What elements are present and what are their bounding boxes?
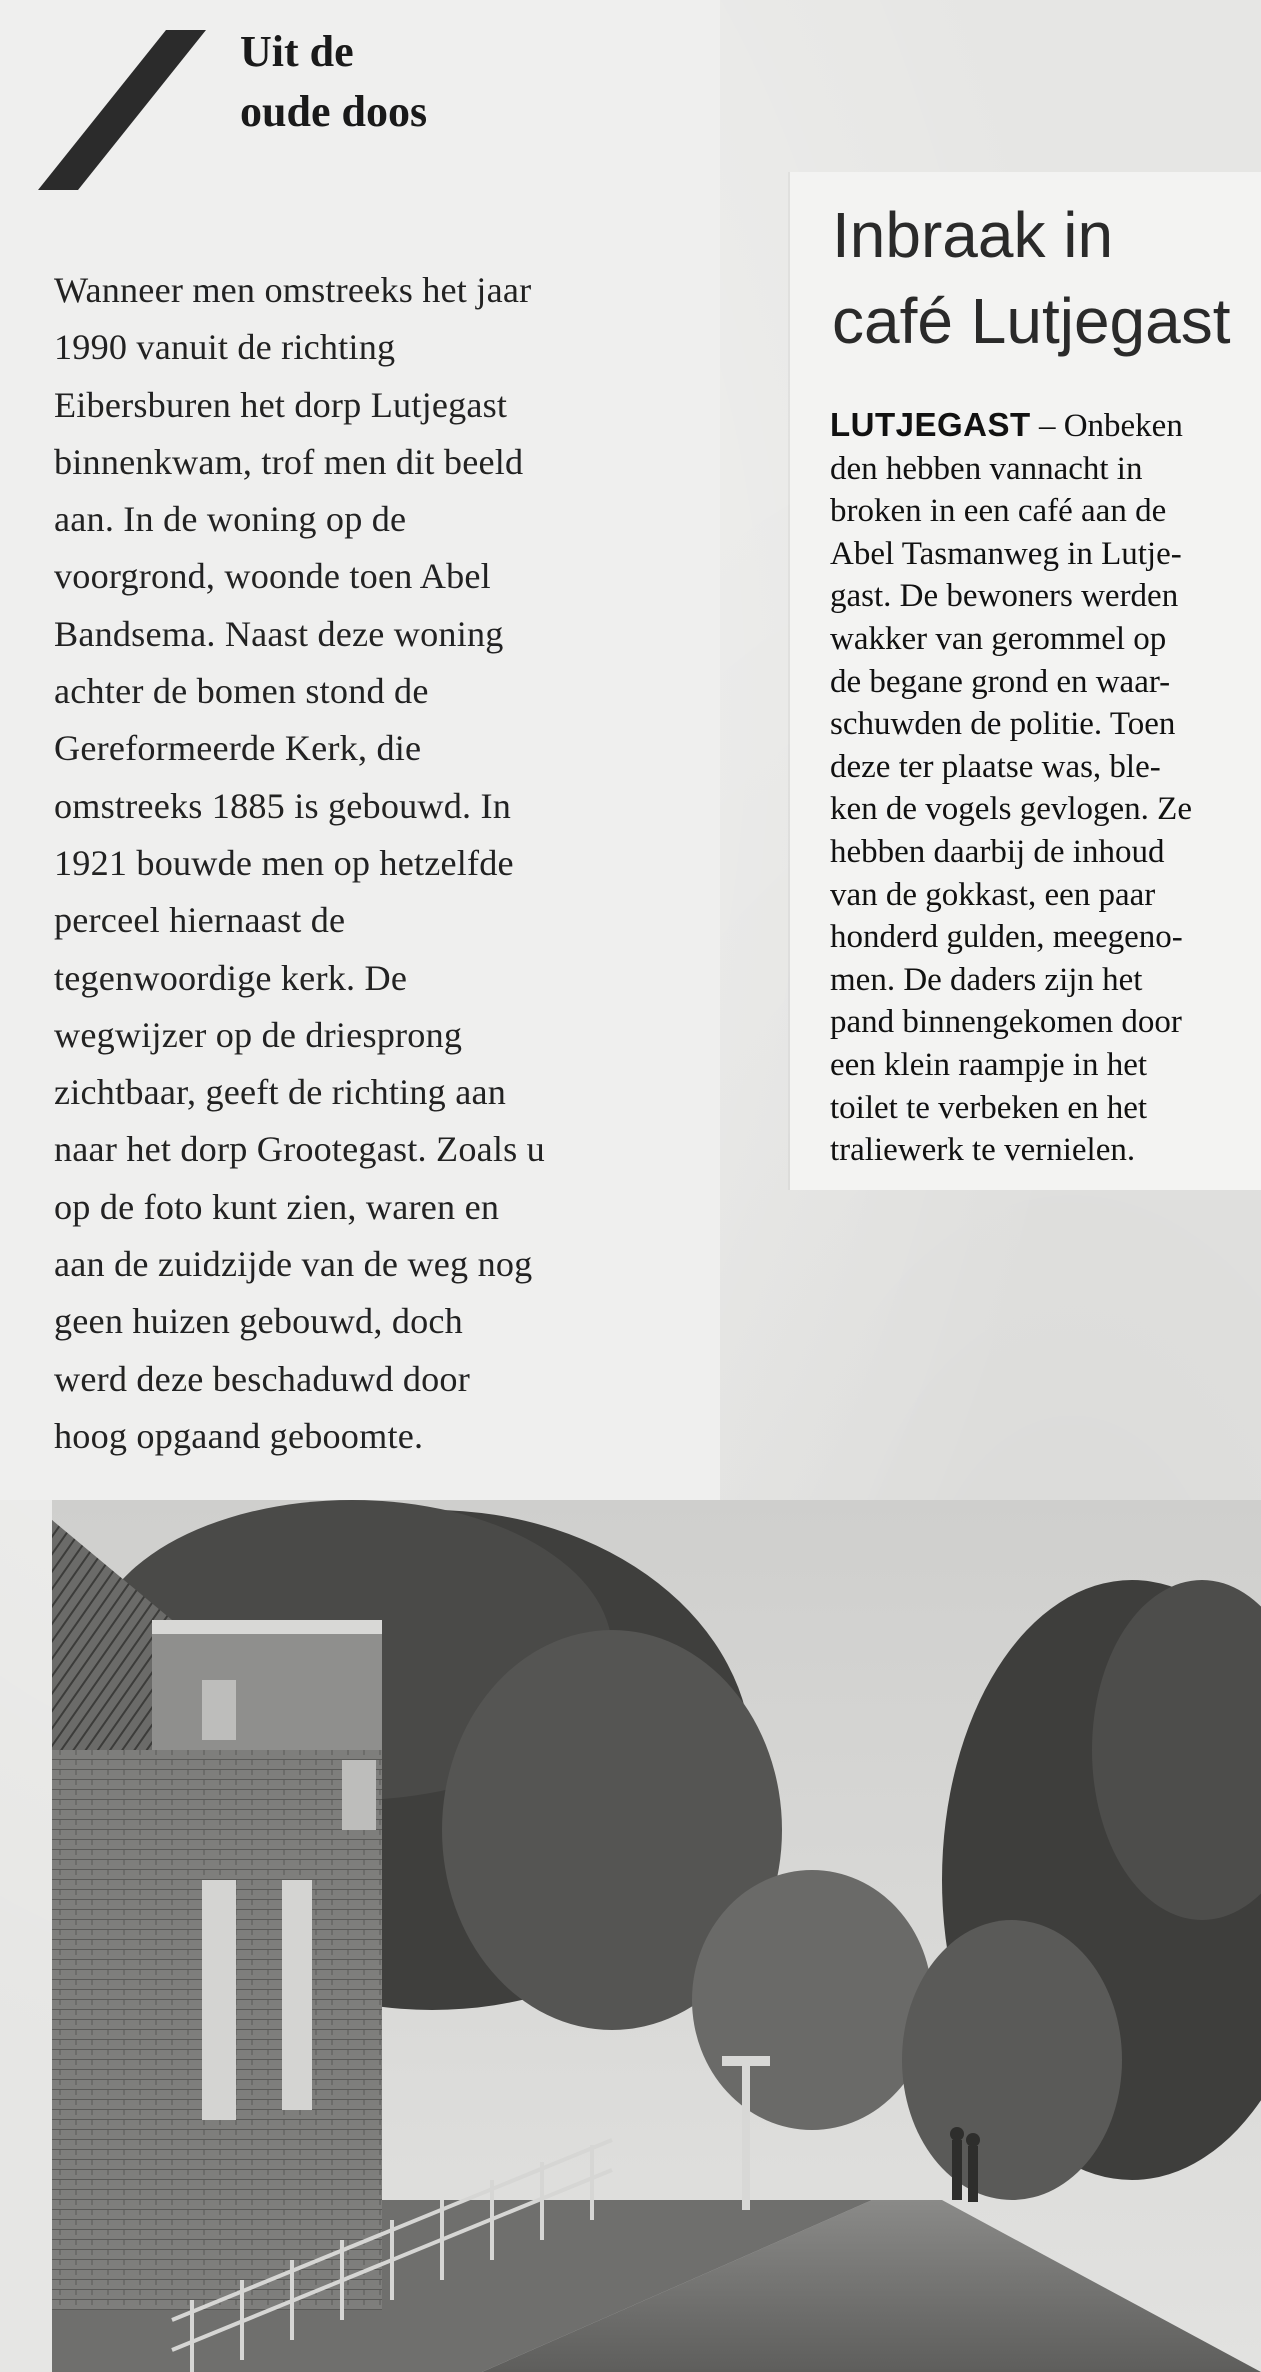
article-line: Eibersburen het dorp Lutjegast [54, 384, 508, 425]
clipping-headline-line-1: Inbraak in [832, 199, 1114, 271]
article-line: wegwijzer op de driesprong [54, 1014, 463, 1055]
rubric-slash-graphic [38, 30, 208, 192]
clipping-body [830, 404, 1192, 1172]
article-line: Gereformeerde Kerk, die [54, 728, 422, 769]
clipping-first-line [830, 404, 1192, 448]
clipping-line: hebben daarbij de inhoud [830, 833, 1165, 870]
clipping-line: men. De daders zijn het [830, 961, 1143, 998]
photo-house [52, 1520, 382, 2310]
article-line: Wanneer men omstreeks het jaar [54, 270, 532, 310]
clipping-line: gast. De bewoners werden [830, 578, 1179, 615]
article-line: omstreeks 1885 is gebouwd. In [54, 785, 512, 826]
article-line: op de foto kunt zien, waren en [54, 1186, 500, 1227]
article-line: hoog opgaand geboomte. [54, 1415, 424, 1456]
clipping-headline-line-2: café Lutjegast [832, 285, 1231, 357]
article-line: Bandsema. Naast deze woning [54, 613, 504, 654]
clipping-line: honderd gulden, meegeno- [830, 919, 1183, 956]
clipping-first-line-text: – Onbeken [1030, 408, 1183, 444]
clipping-dateline: LUTJEGAST [830, 406, 1031, 443]
article-line: tegenwoordige kerk. De [54, 957, 408, 998]
clipping-line: Abel Tasmanweg in Lutje- [830, 535, 1182, 572]
article-line: 1990 vanuit de richting [54, 327, 396, 368]
clipping-line: een klein raampje in het [830, 1046, 1148, 1083]
article-line: aan. In de woning op de [54, 499, 407, 540]
clipping-headline [832, 192, 1231, 364]
article-line: achter de bomen stond de [54, 671, 429, 712]
rubric-line-2: oude doos [240, 87, 428, 136]
clipping-line: pand binnengekomen door [830, 1004, 1182, 1041]
clipping-line: den hebben vannacht in [830, 450, 1143, 487]
article-line: werd deze beschaduwd door [54, 1358, 470, 1399]
clipping-line: broken in een café aan de [830, 493, 1167, 530]
clipping-line: schuwden de politie. Toen [830, 706, 1176, 743]
article-line: aan de zuidzijde van de weg nog [54, 1244, 533, 1285]
clipping-line: traliewerk te vernielen. [830, 1132, 1136, 1169]
clipping-line: van de gokkast, een paar [830, 876, 1156, 913]
article-line: perceel hiernaast de [54, 900, 346, 941]
article-line: zichtbaar, geeft de richting aan [54, 1072, 507, 1113]
article-line: geen huizen gebouwd, doch [54, 1301, 463, 1342]
clipping-line: de begane grond en waar- [830, 663, 1171, 700]
photo-drawing [52, 1500, 1261, 2372]
clipping-line: toilet te verbeken en het [830, 1089, 1148, 1126]
rubric-line-1: Uit de [240, 27, 354, 76]
news-clipping [790, 172, 1261, 1190]
rubric-title [240, 22, 427, 142]
clipping-line: ken de vogels gevlogen. Ze [830, 791, 1192, 828]
historic-village-photo [52, 1500, 1261, 2372]
main-article [54, 262, 714, 1465]
article-line: voorgrond, woonde toen Abel [54, 556, 491, 597]
article-line: 1921 bouwde men op hetzelfde [54, 842, 514, 883]
clipping-line: wakker van gerommel op [830, 620, 1167, 657]
clipping-line: deze ter plaatse was, ble- [830, 748, 1161, 785]
article-line: binnenkwam, trof men dit beeld [54, 441, 524, 482]
article-line: naar het dorp Grootegast. Zoals u [54, 1129, 545, 1170]
